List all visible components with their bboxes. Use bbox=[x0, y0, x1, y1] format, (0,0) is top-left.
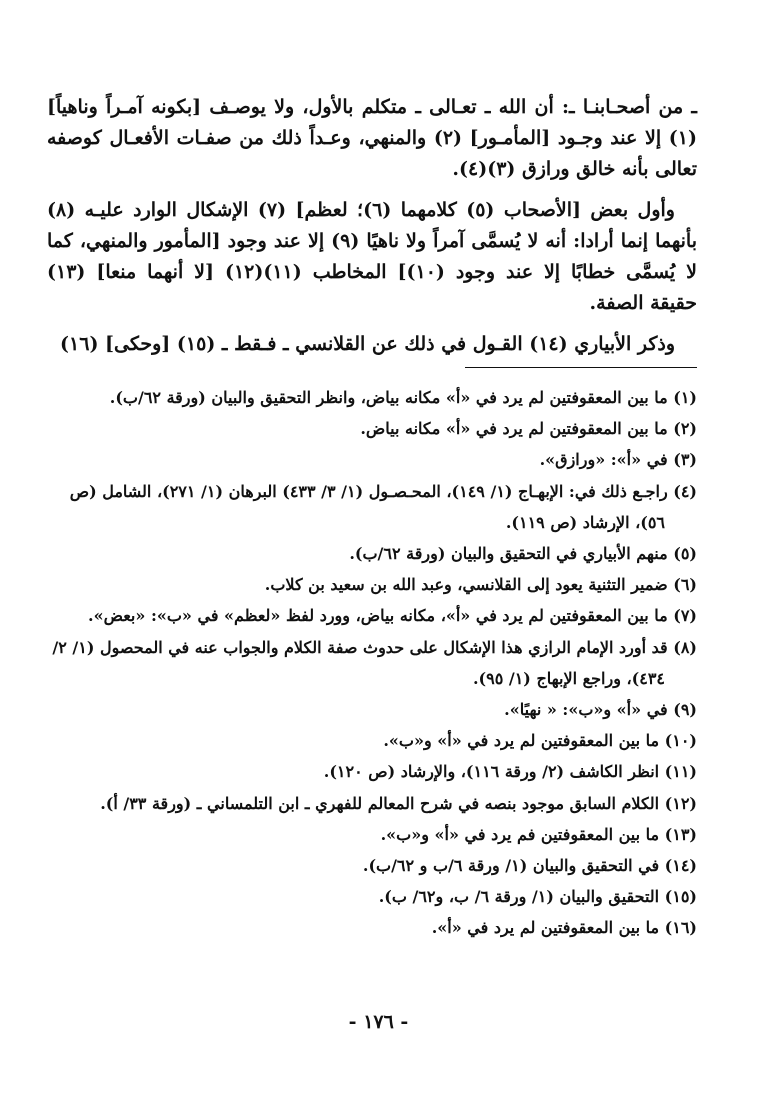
footnote-16: (١٦) ما بين المعقوفتين لم يرد في «أ». bbox=[431, 918, 697, 938]
footnote-13: (١٣) ما بين المعقوفتين فم يرد في «أ» و«ب». bbox=[380, 824, 697, 844]
footnote-6: (٦) ضمير التثنية يعود إلى القلانسي، وعبد الله بن سعيد بن كلاب. bbox=[264, 575, 697, 595]
footnote-10: (١٠) ما بين المعقوفتين لم يرد في «أ» و«ب». bbox=[383, 731, 697, 751]
body-paragraph-2: وأول بعض [الأصحاب (٥) كلامهما (٦)؛ لعظم] (٧) الإشكال الوارد عليـه (٨) بأنهما إنما أرادا: أنه لا يُسمَّى آمراً ولا ناهيًا (٩) إلا عند وجود [المأمور والمنهي، كما لا يُسمَّى خطابًا إلا عند وجود (١٠)] المخاطب (١١)(١٢) [لا أنهما منعا] (١٣) حقيقة الصفة. bbox=[47, 199, 697, 314]
footnote-7: (٧) ما بين المعقوفتين لم يرد في «أ»، مكانه بياض، وورد لفظ «لعظم» في «ب»: «بعض». bbox=[88, 606, 697, 626]
footnote-3: (٣) في «أ»: «ورازق». bbox=[539, 450, 697, 470]
footnote-8: (٨) قد أورد الإمام الرازي هذا الإشكال على حدوث صفة الكلام والجواب عنه في المحصول (١/ ٢/ ٤٣٤)، وراجع الإبهاج (١/ ٩٥). bbox=[52, 637, 697, 688]
footnote-9: (٩) في «أ» و«ب»: « نهيًا». bbox=[504, 700, 697, 720]
footnote-12: (١٢) الكلام السابق موجود بنصه في شرح المعالم للفهري ـ ابن التلمساني ـ (ورقة ٣٣/ أ). bbox=[100, 793, 697, 813]
footnote-4: (٤) راجـع ذلك في: الإبهـاج (١/ ١٤٩)، المحـصـول (١/ ٣/ ٤٣٣) البرهان (١/ ٢٧١)، الشامل (ص ٥٦)، الإرشاد (ص ١١٩). bbox=[69, 481, 697, 532]
footnote-2: (٢) ما بين المعقوفتين لم يرد في «أ» مكانه بياض. bbox=[360, 419, 697, 439]
footnote-11: (١١) انظر الكاشف (٢/ ورقة ١١٦)، والإرشاد (ص ١٢٠). bbox=[323, 762, 697, 782]
footnotes-list bbox=[47, 382, 697, 944]
footnote-15: (١٥) التحقيق والبيان (١/ ورقة ٦/ ب، و٦٢/ ب). bbox=[378, 887, 697, 907]
footnote-5: (٥) منهم الأبياري في التحقيق والبيان (ورقة ٦٢/ب). bbox=[349, 544, 697, 564]
footnote-separator bbox=[465, 367, 697, 368]
footnote-1: (١) ما بين المعقوفتين لم يرد في «أ» مكانه بياض، وانظر التحقيق والبيان (ورقة ٦٢/ب). bbox=[109, 388, 697, 407]
body-paragraph-1: ـ من أصحـابنـا ـ: أن الله ـ تعـالى ـ متكلم بالأول، ولا يوصـف [بكونه آمـراً وناهياً](١) إلا عند وجـود [المأمـور] (٢) والمنهي، وعـداً ذلك من صفـات الأفعـال كوصفه تعالى بأنه خالق ورازق (٣)(٤). bbox=[47, 96, 697, 180]
body-paragraph-3: وذكر الأبياري (١٤) القـول في ذلك عن القلانسي ـ فـقط ـ (١٥) [وحكى] (١٦) bbox=[60, 333, 675, 355]
footnote-14: (١٤) في التحقيق والبيان (١/ ورقة ٦/ب و ٦٢/ب). bbox=[362, 856, 697, 876]
main-text bbox=[47, 92, 697, 370]
page-number: - ١٧٦ - bbox=[348, 1011, 409, 1033]
